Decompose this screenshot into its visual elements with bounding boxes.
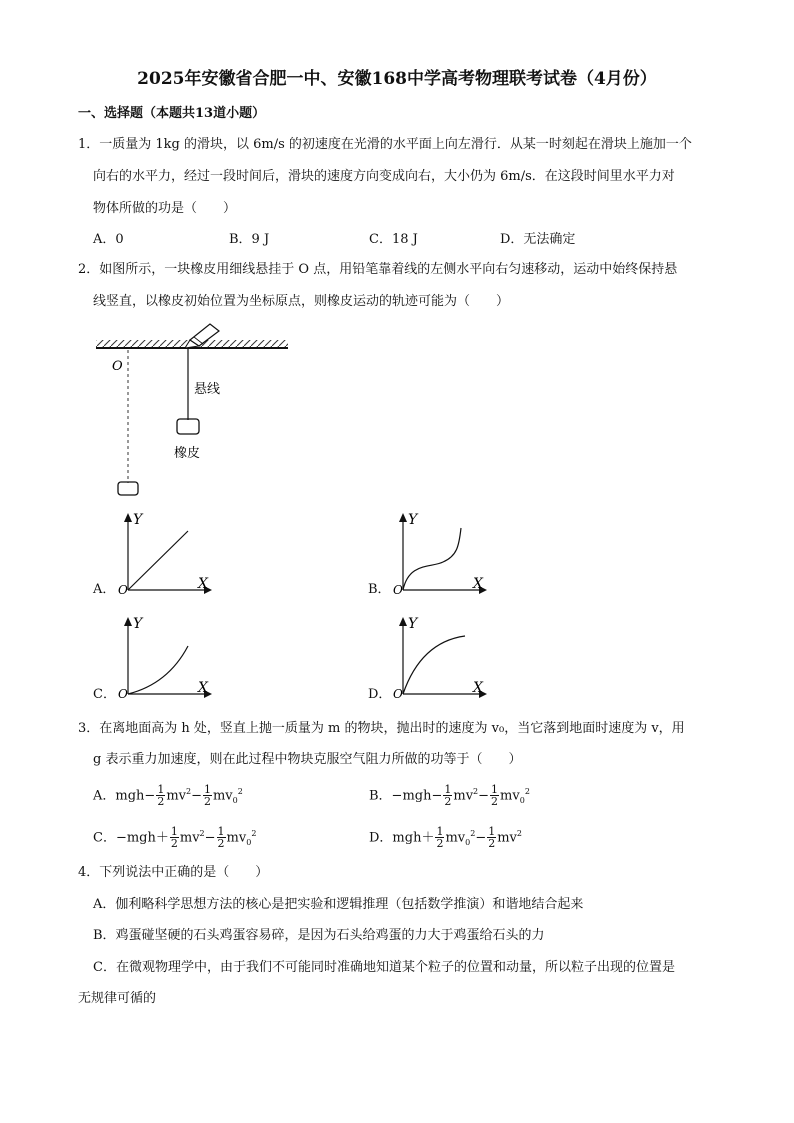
eraser-label: 橡皮 bbox=[174, 446, 201, 461]
q4-line1: 4．下列说法中正确的是（ ） bbox=[78, 865, 269, 880]
q3-line2: g 表示重力加速度，则在此过程中物块克服空气阻力所做的功等于（ ） bbox=[93, 752, 522, 767]
q2-option-a: A． bbox=[93, 582, 116, 597]
section-heading: 一、选择题（本题共13道小题） bbox=[78, 106, 266, 121]
svg-text:O: O bbox=[393, 583, 403, 597]
q2-line1: 2．如图所示，一块橡皮用细线悬挂于 O 点，用铅笔靠着线的左侧水平向右匀速移动，运动中始终保持悬 bbox=[78, 262, 678, 277]
trajectory-curve bbox=[403, 528, 461, 590]
initial-eraser bbox=[118, 482, 138, 495]
svg-text:O: O bbox=[393, 687, 403, 701]
svg-text:Y: Y bbox=[133, 512, 143, 528]
q1-option-c: C．18 J bbox=[369, 232, 418, 247]
q1-option-d: D．无法确定 bbox=[500, 232, 576, 247]
trajectory-curve bbox=[403, 636, 465, 694]
q4-option-c-line1: C．在微观物理学中，由于我们不可能同时准确地知道某个粒子的位置和动量，所以粒子出现的位置是 bbox=[93, 960, 675, 975]
q1-line2: 向右的水平力，经过一段时间后，滑块的速度方向变成向右，大小仍为 6m/s．在这段时间里水平力对 bbox=[93, 169, 675, 184]
q3-option-c: C．−mgh＋ $\frac{1}{2}$ $mv^2-$ $\frac{1}{2}$ $mv_0^2$ bbox=[93, 825, 257, 851]
graph-a bbox=[112, 510, 222, 600]
svg-text:Y: Y bbox=[408, 512, 418, 528]
graph-b bbox=[387, 510, 497, 600]
q1-option-b: B．9 J bbox=[229, 232, 270, 247]
string-label: 悬线 bbox=[194, 382, 221, 397]
svg-text:O: O bbox=[118, 687, 128, 701]
q4-option-b: B．鸡蛋碰坚硬的石头鸡蛋容易碎，是因为石头给鸡蛋的力大于鸡蛋给石头的力 bbox=[93, 928, 545, 943]
point-o-label: O bbox=[112, 359, 123, 374]
graph-c bbox=[112, 614, 222, 704]
svg-text:X: X bbox=[473, 576, 483, 592]
svg-text:X: X bbox=[473, 680, 483, 696]
svg-text:X: X bbox=[198, 576, 208, 592]
q1-line3: 物体所做的功是（ ） bbox=[93, 201, 237, 216]
q2-line2: 线竖直，以橡皮初始位置为坐标原点，则橡皮运动的轨迹可能为（ ） bbox=[93, 294, 510, 309]
q3-option-b: B．−mgh− $\frac{1}{2}$ $mv^2-$ $\frac{1}{2}$ $mv_0^2$ bbox=[369, 783, 530, 809]
q4-option-a: A．伽利略科学思想方法的核心是把实验和逻辑推理（包括数学推演）和谐地结合起来 bbox=[93, 897, 584, 912]
q3-option-d: D．mgh＋ $\frac{1}{2}$ $mv_0^2-$ $\frac{1}{2}$ $mv^2$ bbox=[369, 825, 522, 851]
q2-option-d: D． bbox=[368, 687, 392, 702]
q3-line1: 3．在离地面高为 h 处，竖直上抛一质量为 m 的物块，抛出时的速度为 v₀，当它落到地面时速度为 v，用 bbox=[78, 721, 685, 736]
q2-figure bbox=[90, 318, 300, 503]
svg-text:Y: Y bbox=[133, 616, 143, 632]
q1-option-a: A．0 bbox=[93, 232, 124, 247]
graph-d bbox=[387, 614, 497, 704]
page-title: 2025年安徽省合肥一中、安徽168中学高考物理联考试卷（4月份） bbox=[137, 69, 657, 89]
trajectory-curve bbox=[128, 646, 188, 694]
svg-text:Y: Y bbox=[408, 616, 418, 632]
q1-line1: 1．一质量为 1kg 的滑块，以 6m/s 的初速度在光滑的水平面上向左滑行．从某一时刻起在滑块上施加一个 bbox=[78, 137, 692, 152]
q2-option-c: C． bbox=[93, 687, 116, 702]
q4-option-c-line2: 无规律可循的 bbox=[78, 991, 157, 1006]
q2-option-b: B． bbox=[368, 582, 391, 597]
trajectory-line bbox=[128, 531, 188, 590]
svg-text:X: X bbox=[198, 680, 208, 696]
q3-option-a: A．mgh− $\frac{1}{2}$ $mv^2-$ $\frac{1}{2}$ $mv_0^2$ bbox=[93, 783, 243, 809]
svg-text:O: O bbox=[118, 583, 128, 597]
eraser bbox=[177, 419, 199, 434]
